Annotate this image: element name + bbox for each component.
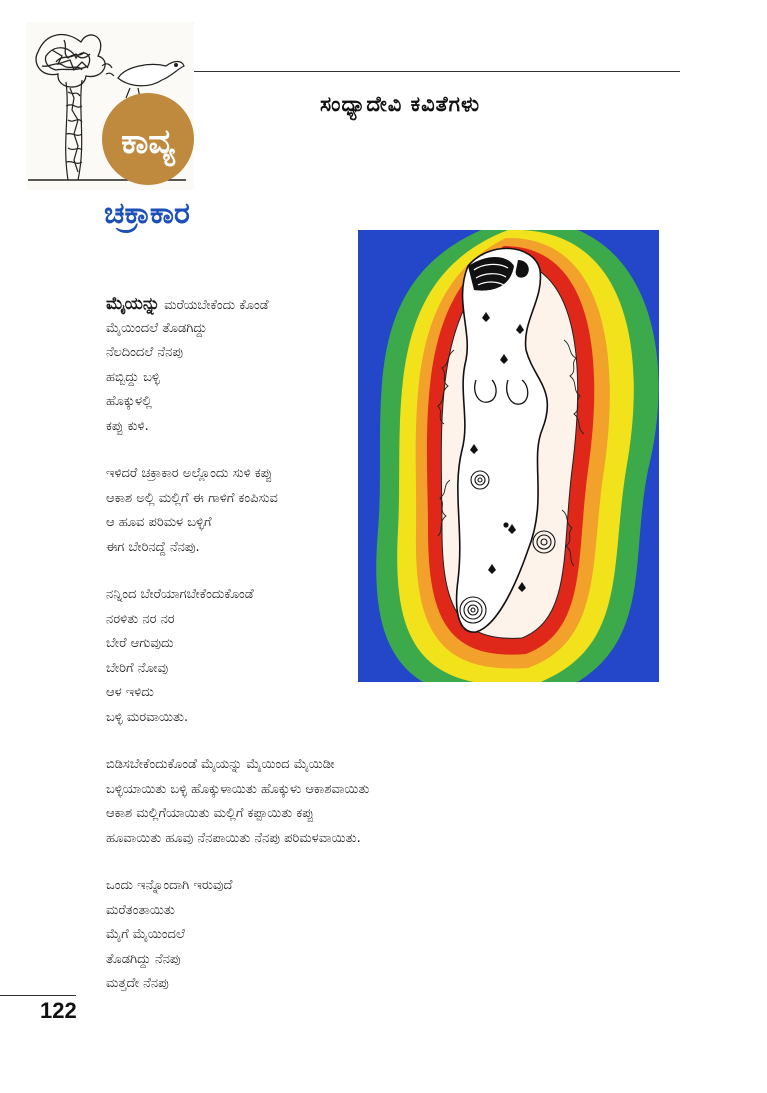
poem-line <box>106 292 526 317</box>
poem-line: ಆಕಾಶ ಮಲ್ಲಿಗೆಯಾಯಿತು ಮಲ್ಲಿಗೆ ಕಪ್ಪಾಯಿತು ಕಪ್ಪು <box>106 806 314 821</box>
poem-line: ಹೊಕ್ಕುಳಲ್ಲಿ <box>106 394 152 409</box>
poem-line: ತೊಡಗಿದ್ದು ನೆನಪು <box>106 951 181 967</box>
logo-text: ಕಾವ್ಯ <box>121 122 175 162</box>
poem-body <box>106 292 526 1020</box>
poem-line: ಬಳ್ಳಿ ಮರವಾಯಿತು. <box>106 709 189 725</box>
poem-line: ಇಳಿದರೆ ಚಕ್ರಾಕಾರ ಅಲ್ಲೊಂದು ಸುಳಿ ಕಪ್ಪು <box>106 466 273 481</box>
poem-line: ಬಳ್ಳಿಯಾಯಿತು ಬಳ್ಳಿ ಹೊಕ್ಕುಳಾಯಿತು ಹೊಕ್ಕುಳು ಆಕಾಶವಾಯಿತು <box>106 781 370 797</box>
stanza-1 <box>106 292 526 439</box>
tree-bird-logo-illustration <box>26 22 194 190</box>
poem-line: ಈಗ ಬೇರಿನದ್ದೆ ನೆನಪು. <box>106 539 200 555</box>
poem-line: ಮೈಗೆ ಮೈಯಿಂದಲೆ <box>106 927 185 942</box>
poem-line: ಆಕಾಶ ಅಲ್ಲಿ ಮಲ್ಲಿಗೆ ಈ ಗಾಳಿಗೆ ಕಂಪಿಸುವ <box>106 490 278 506</box>
page-number: 122 <box>40 998 77 1023</box>
footer-rule <box>0 995 76 996</box>
poem-line: ಹಬ್ಬಿದ್ದು ಬಳ್ಳಿ <box>106 369 160 385</box>
series-title: ಸಂಧ್ಯಾದೇವಿ ಕವಿತೆಗಳು <box>320 92 481 116</box>
kavya-logo <box>26 22 194 190</box>
poem-line: ನೆಲದಿಂದಲೆ ನೆನಪು <box>106 345 183 360</box>
first-word: ಮೈಯನ್ನು <box>106 294 160 314</box>
stanza-4 <box>106 753 526 851</box>
poem-line: ಆಳ ಇಳಿದು <box>106 685 154 700</box>
stanza-2 <box>106 462 526 560</box>
stanza-5 <box>106 874 526 997</box>
poem-line: ನರಳಿತು ನರ ನರ <box>106 611 175 627</box>
poem-line: ನನ್ನಿಂದ ಬೇರೆಯಾಗಬೇಕೆಂದುಕೊಂಡೆ <box>106 587 254 602</box>
first-line-text: ಮರೆಯಬೇಕೆಂದು ಕೊಂಡೆ <box>164 298 269 313</box>
poem-line: ಬೇರಿಗೆ ನೋವು <box>106 660 169 676</box>
stanza-3 <box>106 583 526 730</box>
poem-line: ಹೂವಾಯಿತು ಹೂವು ನೆನಪಾಯಿತು ನೆನಪು ಪರಿಮಳವಾಯಿತು. <box>106 830 361 846</box>
poem-line: ಮರೆತಂತಾಯಿತು <box>106 902 175 918</box>
poem-line: ಆ ಹೂವ ಪರಿಮಳ ಬಳ್ಳಿಗೆ <box>106 515 212 530</box>
poem-line: ಒಂದು ಇನ್ನೊಂದಾಗಿ ಇರುವುದೆ <box>106 878 233 893</box>
poem-line: ಬಿಡಿಸಬೇಕೆಂದುಕೊಂಡೆ ಮೈಯನ್ನು ಮೈಯಿಂದ ಮೈಯಿಡೀ <box>106 757 335 772</box>
poem-line: ಬೇರೆ ಆಗುವುದು <box>106 636 174 651</box>
poem-line: ಕಪ್ಪು ಕುಳಿ. <box>106 418 149 434</box>
poem-line: ಮತ್ತದೇ ನೆನಪು <box>106 976 169 991</box>
poem-title: ಚಕ್ರಾಕಾರ <box>104 196 190 231</box>
header-rule <box>194 71 680 72</box>
poem-line: ಮೈಯಿಂದಲೆ ತೊಡಗಿದ್ದು <box>106 320 208 336</box>
